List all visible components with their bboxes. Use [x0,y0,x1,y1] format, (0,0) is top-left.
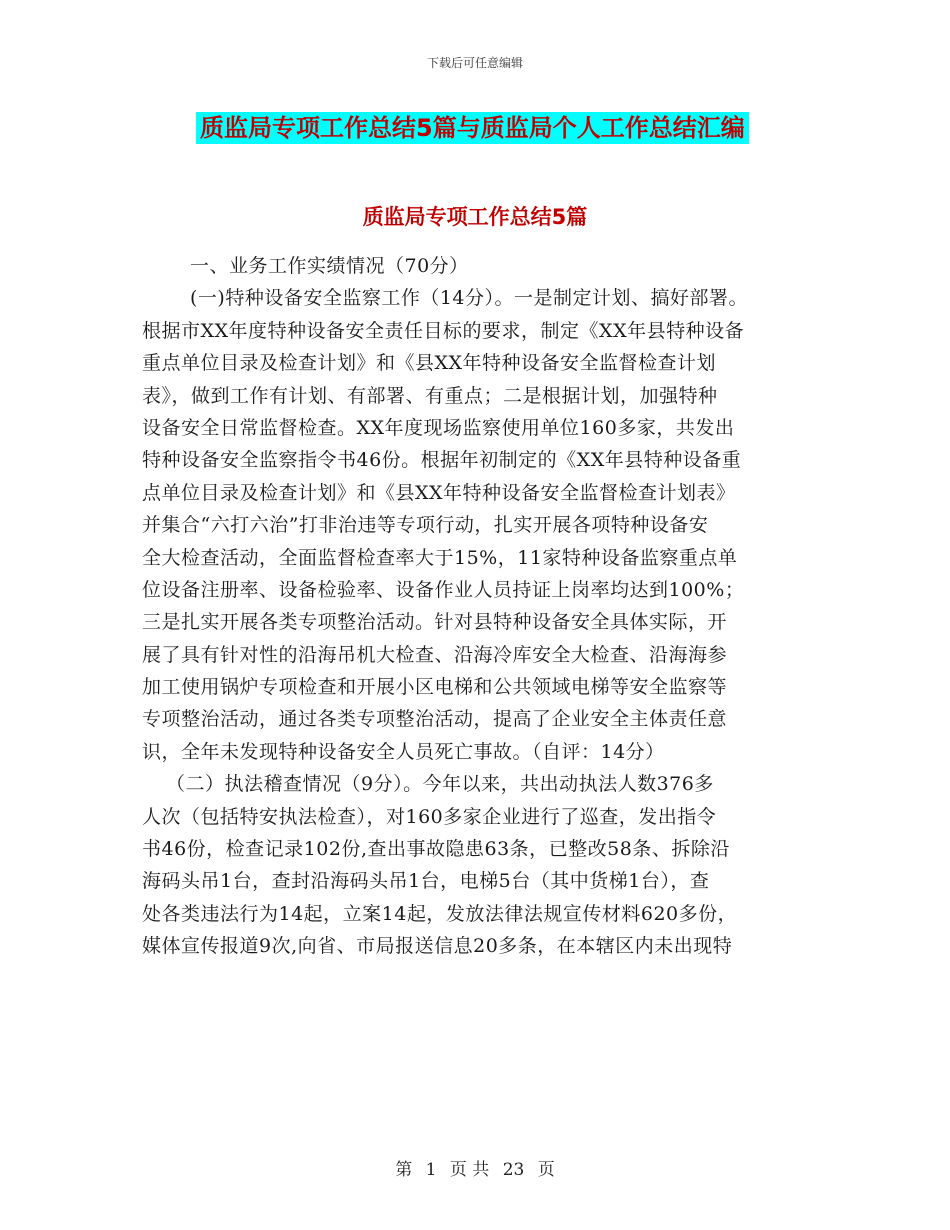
text-line: （二）执法稽查情况（9分）。今年以来，共出动执法人数376多 [166,773,714,796]
text-line: 媒体宣传报道9次,向省、市局报送信息20多条，在本辖区内未出现特 [142,935,733,958]
text-line: 特种设备安全监察指令书46份。根据年初制定的《XX年县特种设备重 [142,449,742,472]
header-note: 下载后可任意编辑 [426,56,523,70]
text-line: (一)特种设备安全监察工作（14分）。一是制定计划、搞好部署。 [190,287,749,310]
text-line: 根据市XX年度特种设备安全责任目标的要求，制定《XX年县特种设备 [142,319,745,342]
text-line: 设备安全日常监督检查。XX年度现场监察使用单位160多家，共发出 [142,416,735,439]
text-line: 海码头吊1台，查封沿海码头吊1台，电梯5台（其中货梯1台），查 [142,870,710,893]
text-line: 书46份，检查记录102份,查出事故隐患63条，已整改58条、拆除沿 [142,838,730,861]
text-line: 处各类违法行为14起，立案14起，发放法律法规宣传材料620多份， [142,902,738,925]
text-line: 位设备注册率、设备检验率、设备作业人员持证上岗率均达到100%； [142,578,745,601]
body-text [142,250,812,963]
page-footer [0,1155,950,1180]
footer-suffix: 页 [537,1160,555,1180]
text-line: 展了具有针对性的沿海吊机大检查、沿海冷库安全大检查、沿海海参 [142,643,728,666]
text-line: 加工使用锅炉专项检查和开展小区电梯和公共领域电梯等安全监察等 [142,676,728,699]
text-line: 点单位目录及检查计划》和《县XX年特种设备安全监督检查计划表》 [142,481,736,504]
footer-total-pages: 23 [502,1160,525,1180]
section-title: 质监局专项工作总结5篇 [362,205,588,229]
footer-prefix: 第 [395,1160,413,1180]
text-line: 人次（包括特安执法检查），对160多家企业进行了巡查，发出指令 [142,805,717,828]
footer-middle: 页 共 [449,1160,490,1180]
footer-page-number: 1 [425,1160,437,1180]
text-line: 一、业务工作实绩情况（70分） [190,255,469,277]
text-line: 三是扎实开展各类专项整治活动。针对县特种设备安全具体实际，开 [142,611,728,634]
document-main-title: 质监局专项工作总结5篇与质监局个人工作总结汇编 [196,112,749,144]
text-line: 全大检查活动，全面监督检查率大于15%，11家特种设备监察重点单 [142,546,738,569]
text-line: 重点单位目录及检查计划》和《县XX年特种设备安全监督检查计划 [142,352,717,375]
text-line: 识，全年未发现特种设备安全人员死亡事故。（自评：14分） [142,740,665,763]
text-line: 专项整治活动，通过各类专项整治活动，提高了企业安全主体责任意 [142,708,728,731]
text-line: 并集合“六打六治”打非治违等专项行动，扎实开展各项特种设备安 [142,514,709,537]
text-line: 表》，做到工作有计划、有部署、有重点；二是根据计划，加强特种 [142,384,718,407]
